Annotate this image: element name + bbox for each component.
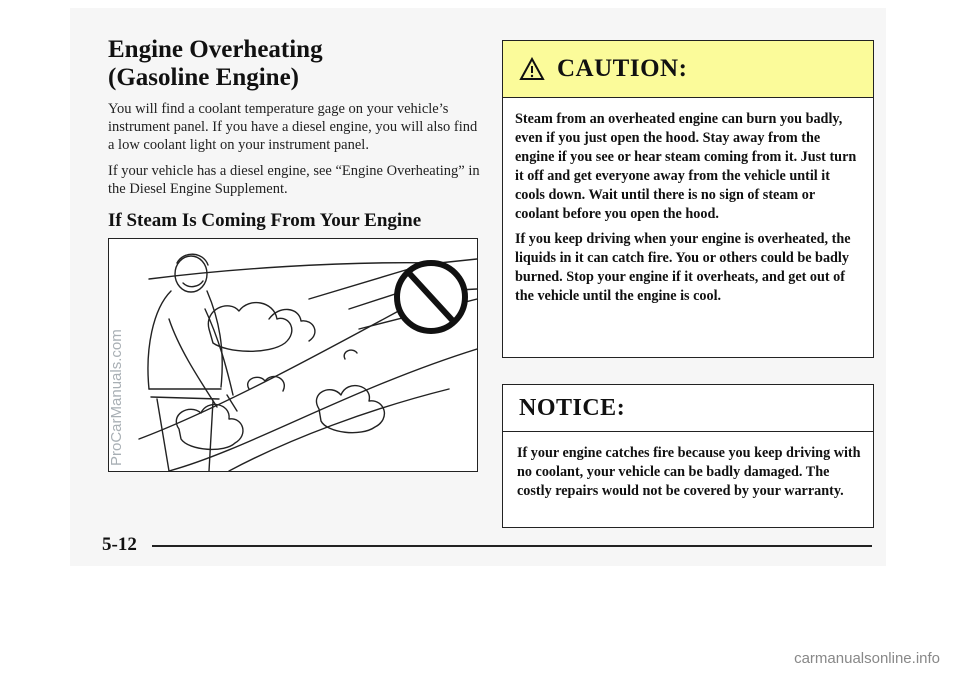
page-title — [108, 36, 480, 92]
warning-triangle-icon — [519, 57, 545, 81]
no-symbol-icon — [397, 263, 465, 331]
notice-paragraph: If your engine catches fire because you keep driving with no coolant, your vehicle can be badly damaged. The costly repairs would not be covered by your warranty. — [517, 445, 861, 499]
notice-header — [503, 385, 873, 432]
caution-header — [503, 41, 873, 98]
notice-label: NOTICE: — [519, 394, 626, 421]
caution-paragraph-1: Steam from an overheated engine can burn you badly, even if you just open the hood. Stay away from the engine if you see or hear steam coming from it. Just turn it off and get everyone away from the vehicle until it cools down. Wait until there is no sign of steam or coolant before you open the hood. — [515, 111, 857, 222]
footer-divider — [152, 545, 872, 547]
caution-label: CAUTION: — [557, 55, 688, 82]
intro-paragraph: You will find a coolant temperature gage on your vehicle’s instrument panel. If you have a diesel engine, you will also find a low coolant light on your instrument panel. — [108, 101, 478, 153]
side-watermark: ProCarManuals.com — [108, 329, 125, 466]
bottom-watermark: carmanualsonline.info — [794, 650, 940, 667]
caution-box — [502, 40, 874, 358]
diesel-paragraph: If your vehicle has a diesel engine, see “Engine Overheating” in the Diesel Engine Supplement. — [108, 163, 480, 197]
caution-paragraph-2: If you keep driving when your engine is overheated, the liquids in it can catch fire. You or others could be badly burned. Stop your engine if it overheats, and get out of the vehicle until the engine is cool. — [515, 231, 851, 304]
steam-illustration — [108, 238, 478, 472]
notice-body — [503, 432, 873, 501]
title-line-2: (Gasoline Engine) — [108, 64, 299, 91]
left-column — [108, 36, 480, 232]
steam-subheading: If Steam Is Coming From Your Engine — [108, 210, 422, 231]
title-line-1: Engine Overheating — [108, 36, 323, 63]
man-opening-hood-illustration — [109, 239, 477, 471]
page-number: 5-12 — [102, 534, 137, 555]
caution-body — [503, 98, 873, 306]
notice-box — [502, 384, 874, 528]
